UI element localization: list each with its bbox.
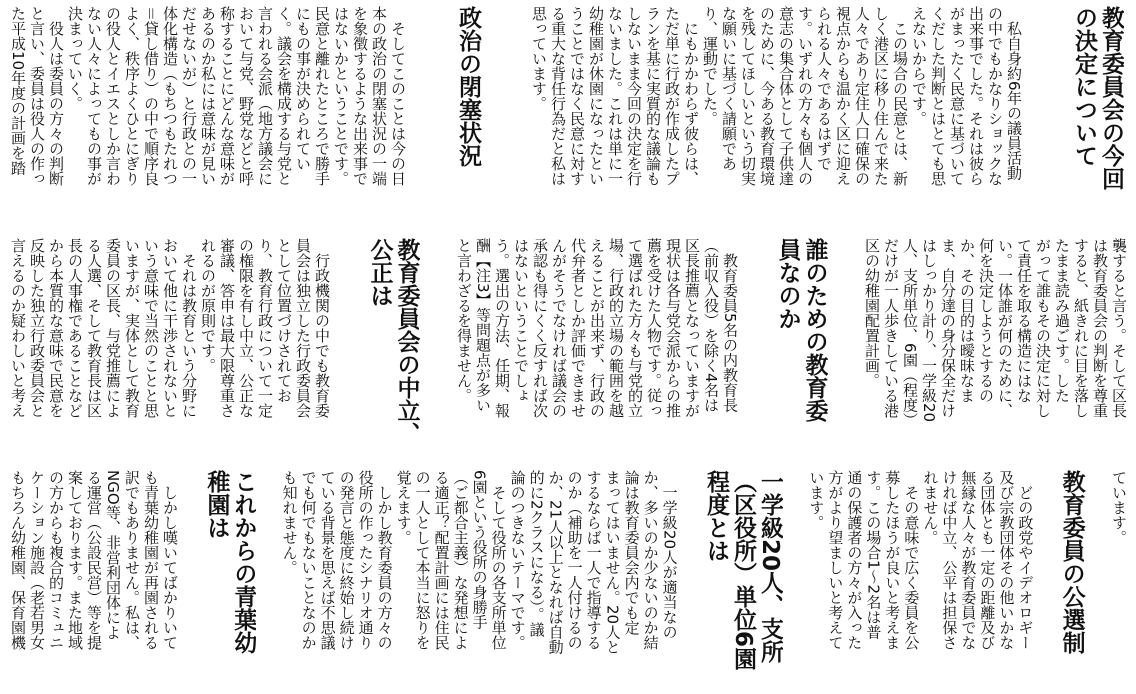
body-continuation: 襲すると言う。そして区長 は教育委員会の判断を尊重 すると、紙きれに目を落し たまま読み過ごす。した がって誰もその決定に対し て責任を取る構造にはな い。一体誰が何のために、 何を決定しようとするの か、その目的は曖昧なま ま、自分達の身分保全だけ はしっかり計り、一学級20 人、支所単位、6園（程度） だけが一人歩きしている港 区の幼稚園配置計画。 bbox=[863, 238, 1128, 428]
article-tier-middle bbox=[0, 238, 1136, 460]
article-tier-bottom bbox=[0, 470, 1136, 690]
heading-for-whom: 誰のための教育委 員なのか bbox=[774, 238, 828, 422]
body-closure: そしてこのことは今の日 本の政治の閉塞状況の一端 を象徴するような出来事で はないかということです。 民意と離れたところで勝手 にもの事が決められてい く。議会を構成する与党と 言われる会派（地方議会に おいて与党、野党などと呼 称することにどんな意味が あるのか私には意味が見い だせないが）と行政との一 体化構造（もちつもたれつ ＝貸し借り）の中で順序良 よく、秩序よくひとにぎり の役人とイエスとしか言わ ない人々によってもの事が 決まっていく。 役人は委員の方々の判断 と言い、委員は役人の作っ た平成10年度の計画を踏 bbox=[9, 6, 407, 187]
body-for-whom: 教育委員5名の内教育長 （前収入役）を除く4名は 区長推薦となっていますが 現状は各与党会派からの推 薦を受けた人物です。従っ て選ばれた方々も与党的立 場、行政的立場の範囲を越 えることが出来ず、行政の 代弁者としか評価できませ んがそうでなければ議会の 承認も得にくく反すれば次 はないということでしょ う。選出の方法、任期、報 酬【注3】等問題点が多い と言わざるを得ません。 bbox=[455, 238, 739, 418]
heading-decision: 教育委員会の今回 の決定について bbox=[1071, 6, 1124, 190]
body-aoba-future: しかし嘆いてばかりいて も青葉幼稚園が再園される 訳でもありません。私は、 NGO等、非営利団体によ る運営（公設民営）等を提 案しております。また地域 の方からも複合的コミュニ ケーション施設（老若男女 もちろん幼稚園、保育園機 bbox=[9, 470, 179, 650]
heading-class-size: 一学級20人、支所 （区役所）単位6園 程度とは bbox=[702, 470, 783, 671]
body-neutrality: 行政機関の中でも教育委 員会は独立した行政委員会 として位置づけされてお り、教育行政について一定 の権限を有し中立、公正な 審議、答申は最大限尊重さ れるのが原則です。 それは教育という分野に おいて他に干渉されないと いう意味で当然のことと思 いますが、実体として教育 委員の区長、与党推薦によ る人選、そして教育長は区 長の人事権であることなど から本質的な意味で民意を 反映した独立行政委員会と 言えるのか疑わしいと考え bbox=[9, 238, 331, 418]
heading-closure: 政治の閉塞状況 bbox=[455, 6, 481, 167]
body-continuation-2: ています。 bbox=[1109, 470, 1128, 545]
body-public-election: どの政党やイデオロギー 及び宗教団体その他いかな る団体とも一定の距離及び 無縁な人々が教育委員でな ければ中立、公平は担保さ れません。 その意味で広く委員を公 募したほうが良いと考えま す。この場合1～2名は普 通の保護者の方々が入った 方がより望ましいと考えて います。 bbox=[807, 470, 1035, 650]
heading-neutrality: 教育委員会の中立、 公正は bbox=[366, 238, 420, 445]
heading-public-election: 教育委員の公選制 bbox=[1058, 470, 1085, 654]
article-tier-top bbox=[0, 6, 1136, 228]
body-decision: 私自身約6年の議員活動 の中でもかなりショックな 出来事でした。それは彼ら がまったく民意に基づいて くだした判断とはとても思 えないからです。 この場合の民意とは、新 しく港区に移り住んで来た 人々であり定住人口確保の 視点からも温かく区に迎え られる人々であるはずで す。いずれの方々も個人の 意志の集合体として子供達 のために、今ある教育環境 を残してほしいという切実 な願いに基づく請願であ り、運動でした。 にもかかわらず彼らは、 ただ単に行政が作成したプ ランを基に実質的な議論も しないまま今回の決定を行 ないました。これは単に一 幼稚園が休園になったとい うことではなく民意に対す る重大な背任行為だと私は 思っています。 bbox=[530, 6, 1023, 186]
heading-aoba-future: これからの青葉幼 稚園は bbox=[203, 470, 257, 654]
body-class-size: 一学級20人が適当なの か、多いのか少ないのか結 論は教育委員会内でも定 まってはいません。20人と するならば一人で指導する のか（補助を一人付けるの か、21人以上となれば自動 的に2クラスになる）。議 論のつきないテーマです。 そして役所の各支所単位 6園という役所の身勝手 （ご都合主義）な発想によ る適正？配置計画には住民 の一人として本当に怒りを 覚えます。 しかし教育委員の方々の 役所の作ったシナリオ通り の発言と態度に終始し続け ている背景を思えば不思議 でも何でもないことなのか も知れません。 bbox=[280, 470, 679, 655]
